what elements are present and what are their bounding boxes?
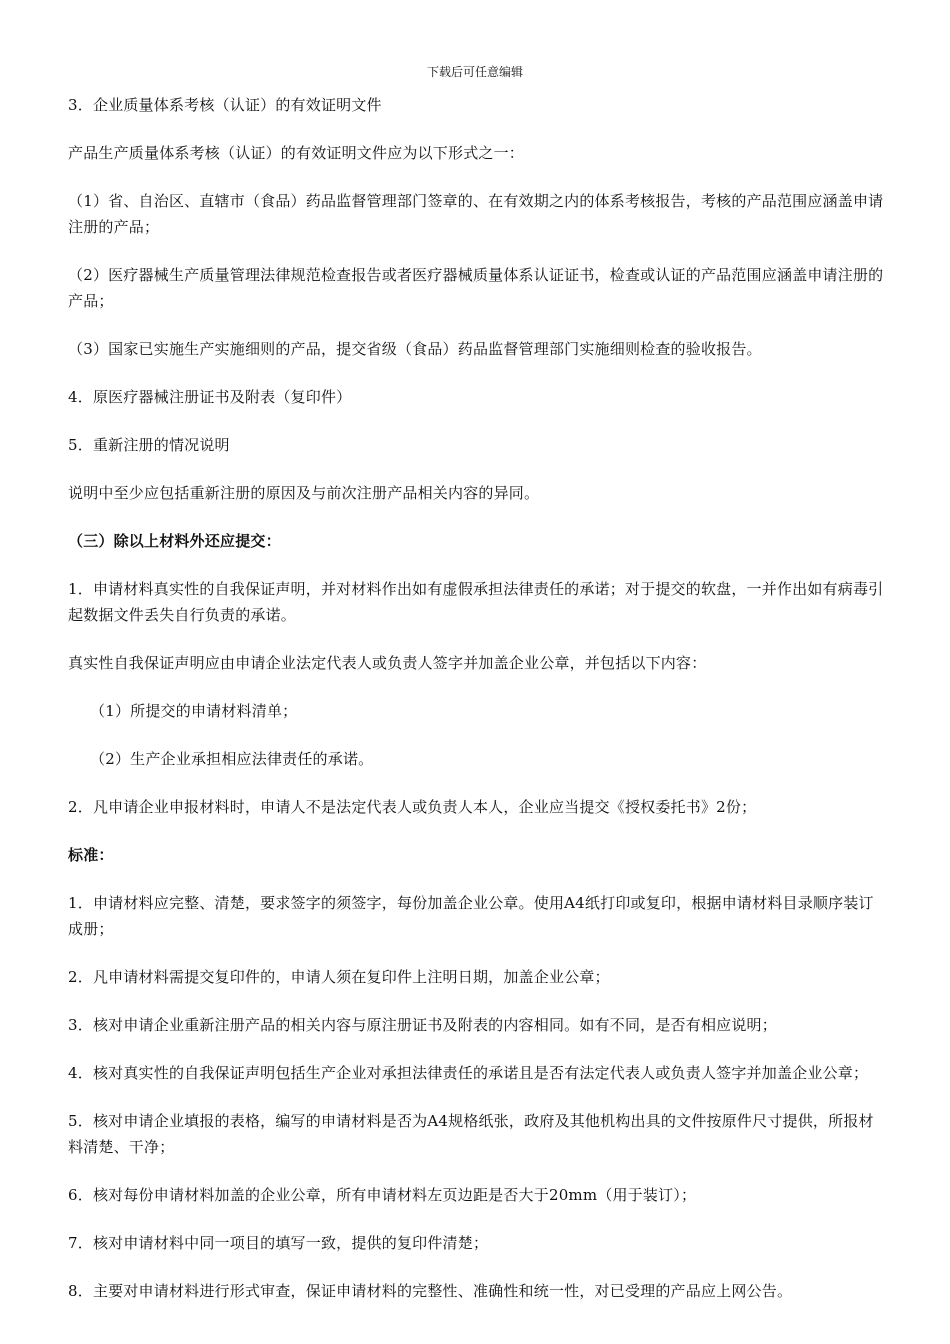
standard-item-8: 8．主要对申请材料进行形式审查，保证申请材料的完整性、准确性和统一性，对已受理的产品应上网公告。	[68, 1282, 793, 1300]
standard-item-4: 4．核对真实性的自我保证声明包括生产企业对承担法律责任的承诺且是否有法定代表人或负责人签字并加盖企业公章；	[68, 1064, 869, 1082]
paragraph-statement: 真实性自我保证声明应由申请企业法定代表人或负责人签字并加盖企业公章，并包括以下内容：	[68, 654, 707, 672]
paragraph-item-3: 3．企业质量体系考核（认证）的有效证明文件	[68, 96, 382, 114]
standard-item-5: 5．核对申请企业填报的表格，编写的申请材料是否为A4规格纸张，政府及其他机构出具的文件按原件尺寸提供，所报材料清楚、干净；	[68, 1112, 874, 1156]
paragraph-intro: 产品生产质量体系考核（认证）的有效证明文件应为以下形式之一：	[68, 144, 525, 162]
paragraph-statement-sub-1: （1）所提交的申请材料清单；	[90, 702, 298, 720]
standard-item-2: 2．凡申请材料需提交复印件的，申请人须在复印件上注明日期，加盖企业公章；	[68, 968, 610, 986]
paragraph-item-5: 5．重新注册的情况说明	[68, 436, 230, 454]
paragraph-sub-2: （2）医疗器械生产质量管理法律规范检查报告或者医疗器械质量体系认证证书，检查或认证的产品范围应涵盖申请注册的产品；	[68, 266, 884, 310]
standard-item-3: 3．核对申请企业重新注册产品的相关内容与原注册证书及附表的内容相同。如有不同，是否有相应说明；	[68, 1016, 777, 1034]
paragraph-extra-2: 2．凡申请企业申报材料时，申请人不是法定代表人或负责人本人，企业应当提交《授权委托书》2份；	[68, 798, 757, 816]
document-body	[68, 92, 886, 1304]
paragraph-sub-1: （1）省、自治区、直辖市（食品）药品监督管理部门签章的、在有效期之内的体系考核报告，考核的产品范围应涵盖申请注册的产品；	[68, 192, 884, 236]
standard-item-6: 6．核对每份申请材料加盖的企业公章，所有申请材料左页边距是否大于20mm（用于装订）；	[68, 1186, 697, 1204]
section-heading-standards: 标准：	[68, 846, 114, 864]
paragraph-note: 说明中至少应包括重新注册的原因及与前次注册产品相关内容的异同。	[68, 484, 540, 502]
standard-item-7: 7．核对申请材料中同一项目的填写一致，提供的复印件清楚；	[68, 1234, 489, 1252]
standard-item-1: 1．申请材料应完整、清楚，要求签字的须签字，每份加盖企业公章。使用A4纸打印或复印，根据申请材料目录顺序装订成册；	[68, 894, 874, 938]
paragraph-statement-sub-2: （2）生产企业承担相应法律责任的承诺。	[90, 750, 374, 768]
section-heading-3: （三）除以上材料外还应提交：	[68, 532, 281, 550]
paragraph-sub-3: （3）国家已实施生产实施细则的产品，提交省级（食品）药品监督管理部门实施细则检查的验收报告。	[68, 340, 762, 358]
paragraph-extra-1: 1．申请材料真实性的自我保证声明，并对材料作出如有虚假承担法律责任的承诺；对于提交的软盘，一并作出如有病毒引起数据文件丢失自行负责的承诺。	[68, 580, 884, 624]
page-header: 下载后可任意编辑	[426, 65, 523, 79]
paragraph-item-4: 4．原医疗器械注册证书及附表（复印件）	[68, 388, 352, 406]
